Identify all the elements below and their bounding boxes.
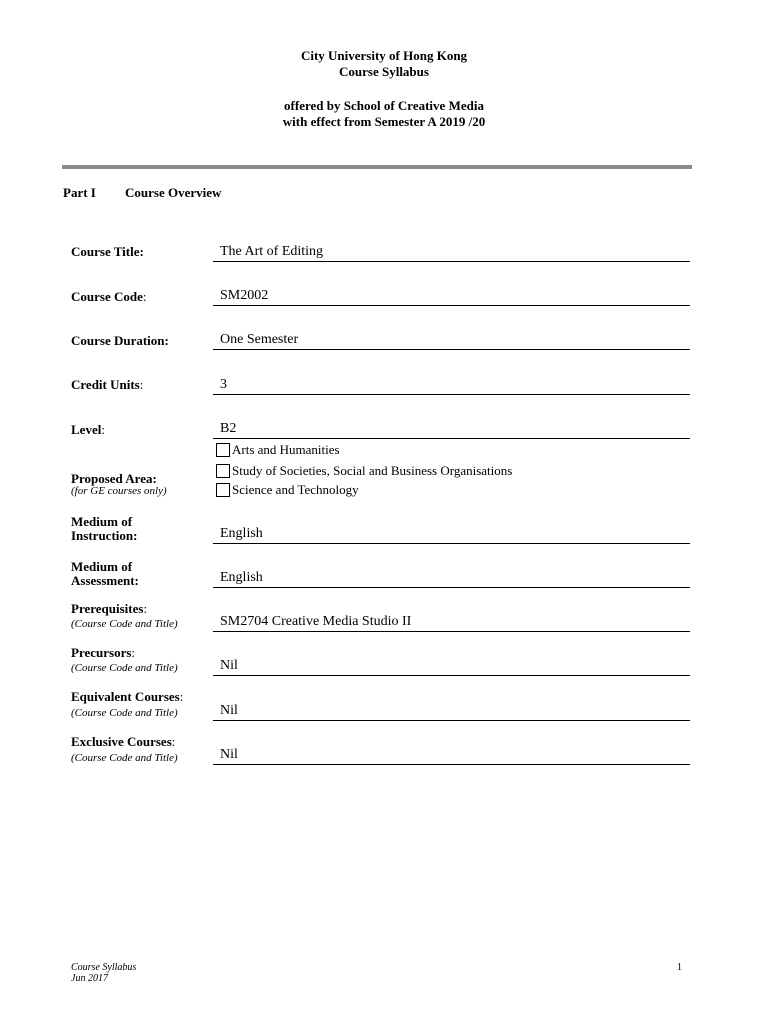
exclusive-courses-label: Exclusive Courses: — [71, 734, 176, 749]
part-title: Course Overview — [125, 185, 222, 200]
ge-option-arts[interactable]: Arts and Humanities — [216, 442, 340, 457]
precursors-note: (Course Code and Title) — [71, 662, 178, 674]
footer-date: Jun 2017 — [71, 973, 108, 984]
equivalent-courses-label: Equivalent Courses: — [71, 689, 184, 704]
equivalent-courses-value: Nil — [213, 701, 690, 721]
footer-doc-name: Course Syllabus — [71, 962, 137, 973]
exclusive-courses-note: (Course Code and Title) — [71, 752, 178, 764]
checkbox[interactable] — [216, 483, 230, 497]
level-value: B2 — [213, 419, 690, 439]
checkbox[interactable] — [216, 443, 230, 457]
level-label: Level: — [71, 422, 105, 437]
course-duration-value: One Semester — [213, 330, 690, 350]
medium-assessment-label: Medium of Assessment: — [71, 559, 139, 588]
ge-option-science[interactable]: Science and Technology — [216, 482, 359, 497]
course-title-value: The Art of Editing — [213, 242, 690, 262]
proposed-area-label: Proposed Area: — [71, 471, 157, 486]
part-number: Part I — [63, 185, 96, 200]
medium-instruction-value: English — [213, 524, 690, 544]
document-type: Course Syllabus — [339, 64, 429, 79]
page-number: 1 — [677, 962, 682, 973]
checkbox[interactable] — [216, 464, 230, 478]
prerequisites-label: Prerequisites: — [71, 601, 148, 616]
credit-units-label: Credit Units: — [71, 377, 144, 392]
proposed-area-note: (for GE courses only) — [71, 485, 167, 497]
prerequisites-value: SM2704 Creative Media Studio II — [213, 612, 690, 632]
course-code-value: SM2002 — [213, 286, 690, 306]
university-name: City University of Hong Kong — [300, 48, 468, 63]
ge-option-societies[interactable]: Study of Societies, Social and Business Organisations — [216, 463, 512, 478]
prerequisites-note: (Course Code and Title) — [71, 618, 178, 630]
credit-units-value: 3 — [213, 375, 690, 395]
medium-instruction-label: Medium of Instruction: — [71, 514, 138, 543]
course-code-label: Course Code: — [71, 289, 147, 304]
course-duration-label: Course Duration: — [71, 333, 169, 348]
effective-date: with effect from Semester A 2019 /20 — [282, 114, 486, 129]
offered-by: offered by School of Creative Media — [284, 98, 484, 113]
precursors-label: Precursors: — [71, 645, 136, 660]
course-title-label: Course Title: — [71, 244, 144, 259]
header-divider — [62, 165, 692, 169]
equivalent-courses-note: (Course Code and Title) — [71, 707, 178, 719]
medium-assessment-value: English — [213, 568, 690, 588]
exclusive-courses-value: Nil — [213, 745, 690, 765]
precursors-value: Nil — [213, 656, 690, 676]
